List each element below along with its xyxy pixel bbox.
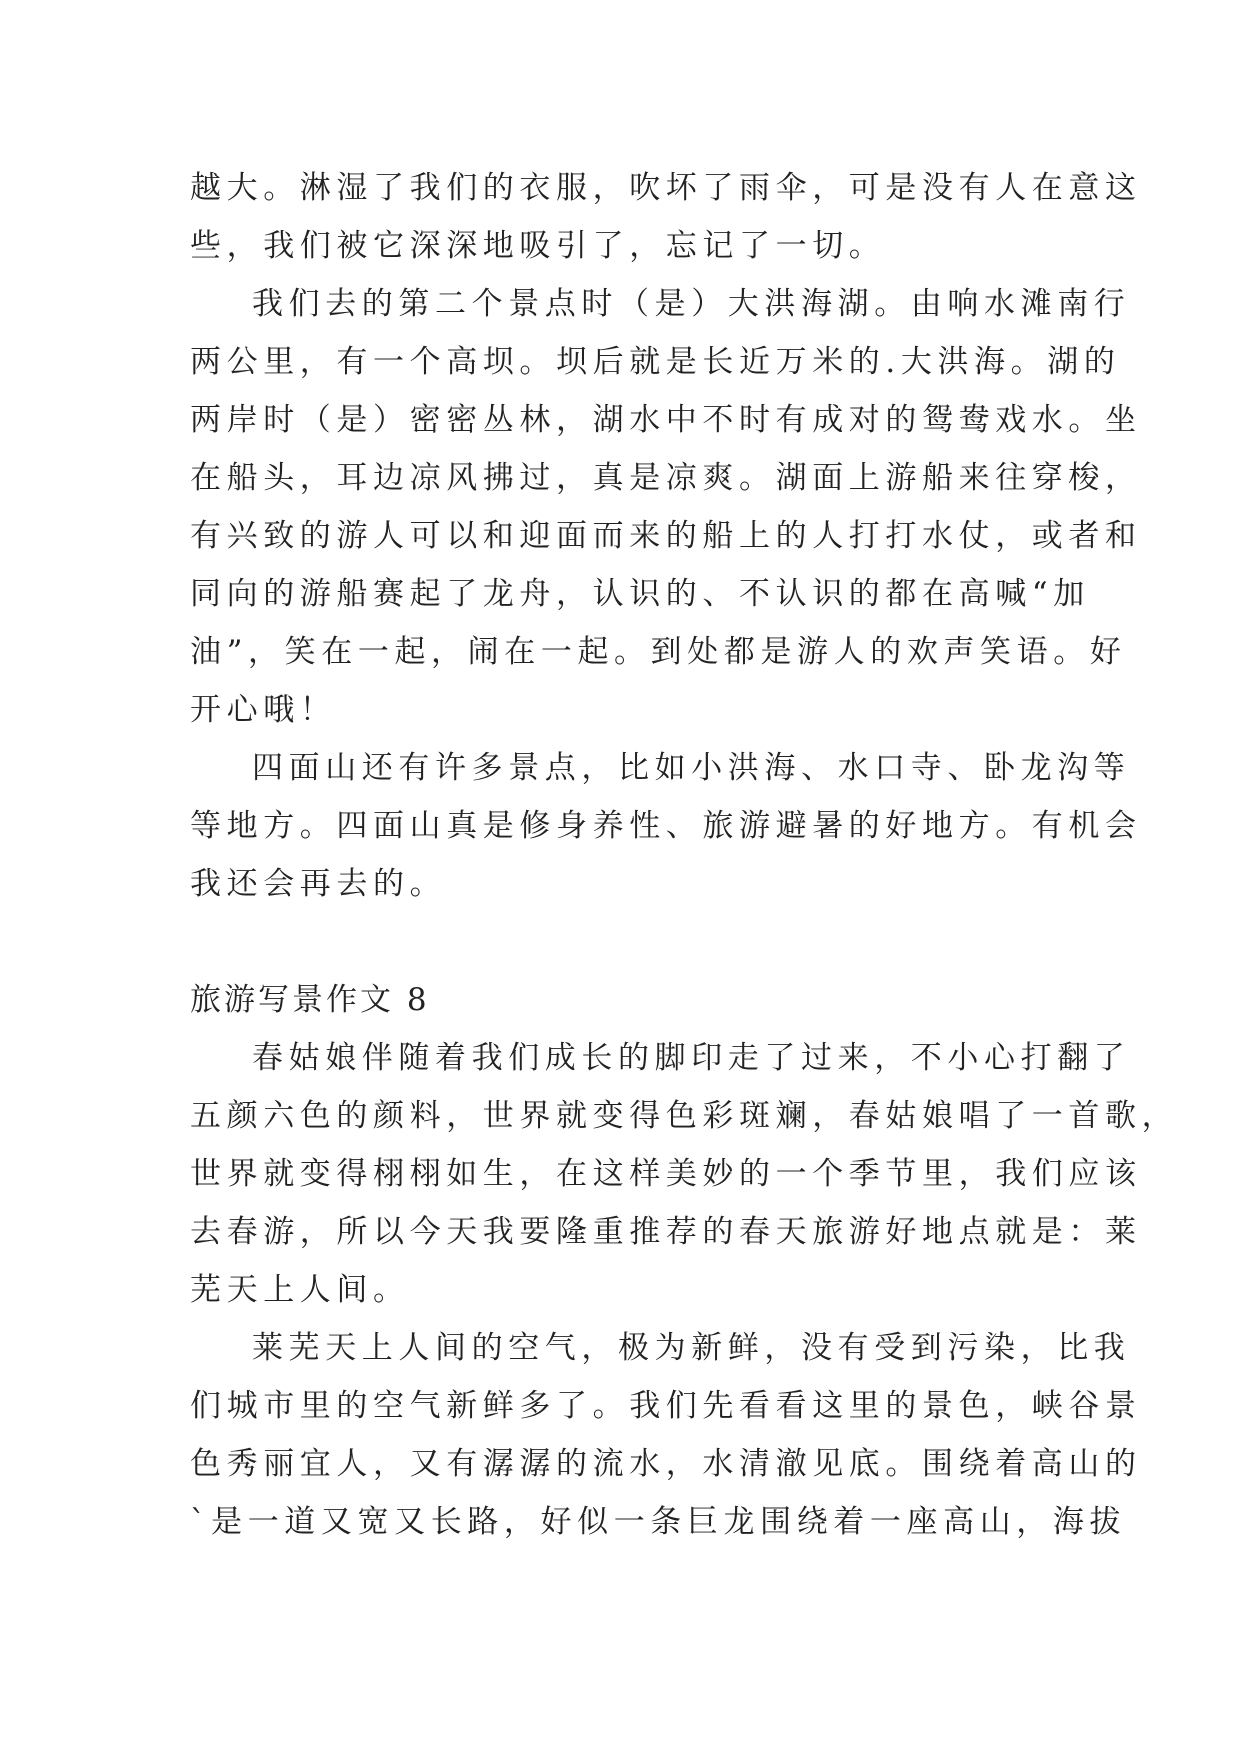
paragraph-line: 我还会再去的。 [190,866,447,902]
paragraph-line: 油”，笑在一起，闹在一起。到处都是游人的欢声笑语。好 [190,634,1127,670]
paragraph-line: 莱芜天上人间的空气，极为新鲜，没有受到污染，比我 [252,1330,1131,1366]
paragraph-line: 越大。淋湿了我们的衣服，吹坏了雨伞，可是没有人在意这 [190,170,1142,206]
paragraph-line: 等地方。四面山真是修身养性、旅游避暑的好地方。有机会 [190,808,1142,844]
paragraph-line: 我们去的第二个景点时（是）大洪海湖。由响水滩南行 [252,286,1131,322]
paragraph-line: 开心哦！ [190,692,337,728]
paragraph-line: 色秀丽宜人，又有潺潺的流水，水清澈见底。围绕着高山的 [190,1446,1142,1482]
paragraph-line: 芜天上人间。 [190,1272,410,1308]
paragraph-line: 五颜六色的颜料，世界就变得色彩斑斓，春姑娘唱了一首歌， [190,1098,1179,1134]
paragraph-line: 去春游，所以今天我要隆重推荐的春天旅游好地点就是：莱 [190,1214,1142,1250]
paragraph-line: 四面山还有许多景点，比如小洪海、水口寺、卧龙沟等 [252,750,1131,786]
paragraph-line: 些，我们被它深深地吸引了，忘记了一切。 [190,228,886,264]
paragraph-line: 有兴致的游人可以和迎面而来的船上的人打打水仗，或者和 [190,518,1142,554]
paragraph-line: `是一道又宽又长路，好似一条巨龙围绕着一座高山，海拔 [190,1504,1127,1540]
paragraph-line: 两公里，有一个高坝。坝后就是长近万米的.大洪海。湖的 [190,344,1121,380]
paragraph-line: 们城市里的空气新鲜多了。我们先看看这里的景色，峡谷景 [190,1388,1142,1424]
paragraph-line: 同向的游船赛起了龙舟，认识的、不认识的都在高喊“加 [190,576,1090,612]
paragraph-line: 春姑娘伴随着我们成长的脚印走了过来，不小心打翻了 [252,1040,1131,1076]
section-heading: 旅游写景作文 8 [190,982,430,1018]
paragraph-line: 世界就变得栩栩如生，在这样美妙的一个季节里，我们应该 [190,1156,1142,1192]
paragraph-line: 两岸时（是）密密丛林，湖水中不时有成对的鸳鸯戏水。坐 [190,402,1142,438]
paragraph-line: 在船头，耳边凉风拂过，真是凉爽。湖面上游船来往穿梭， [190,460,1142,496]
